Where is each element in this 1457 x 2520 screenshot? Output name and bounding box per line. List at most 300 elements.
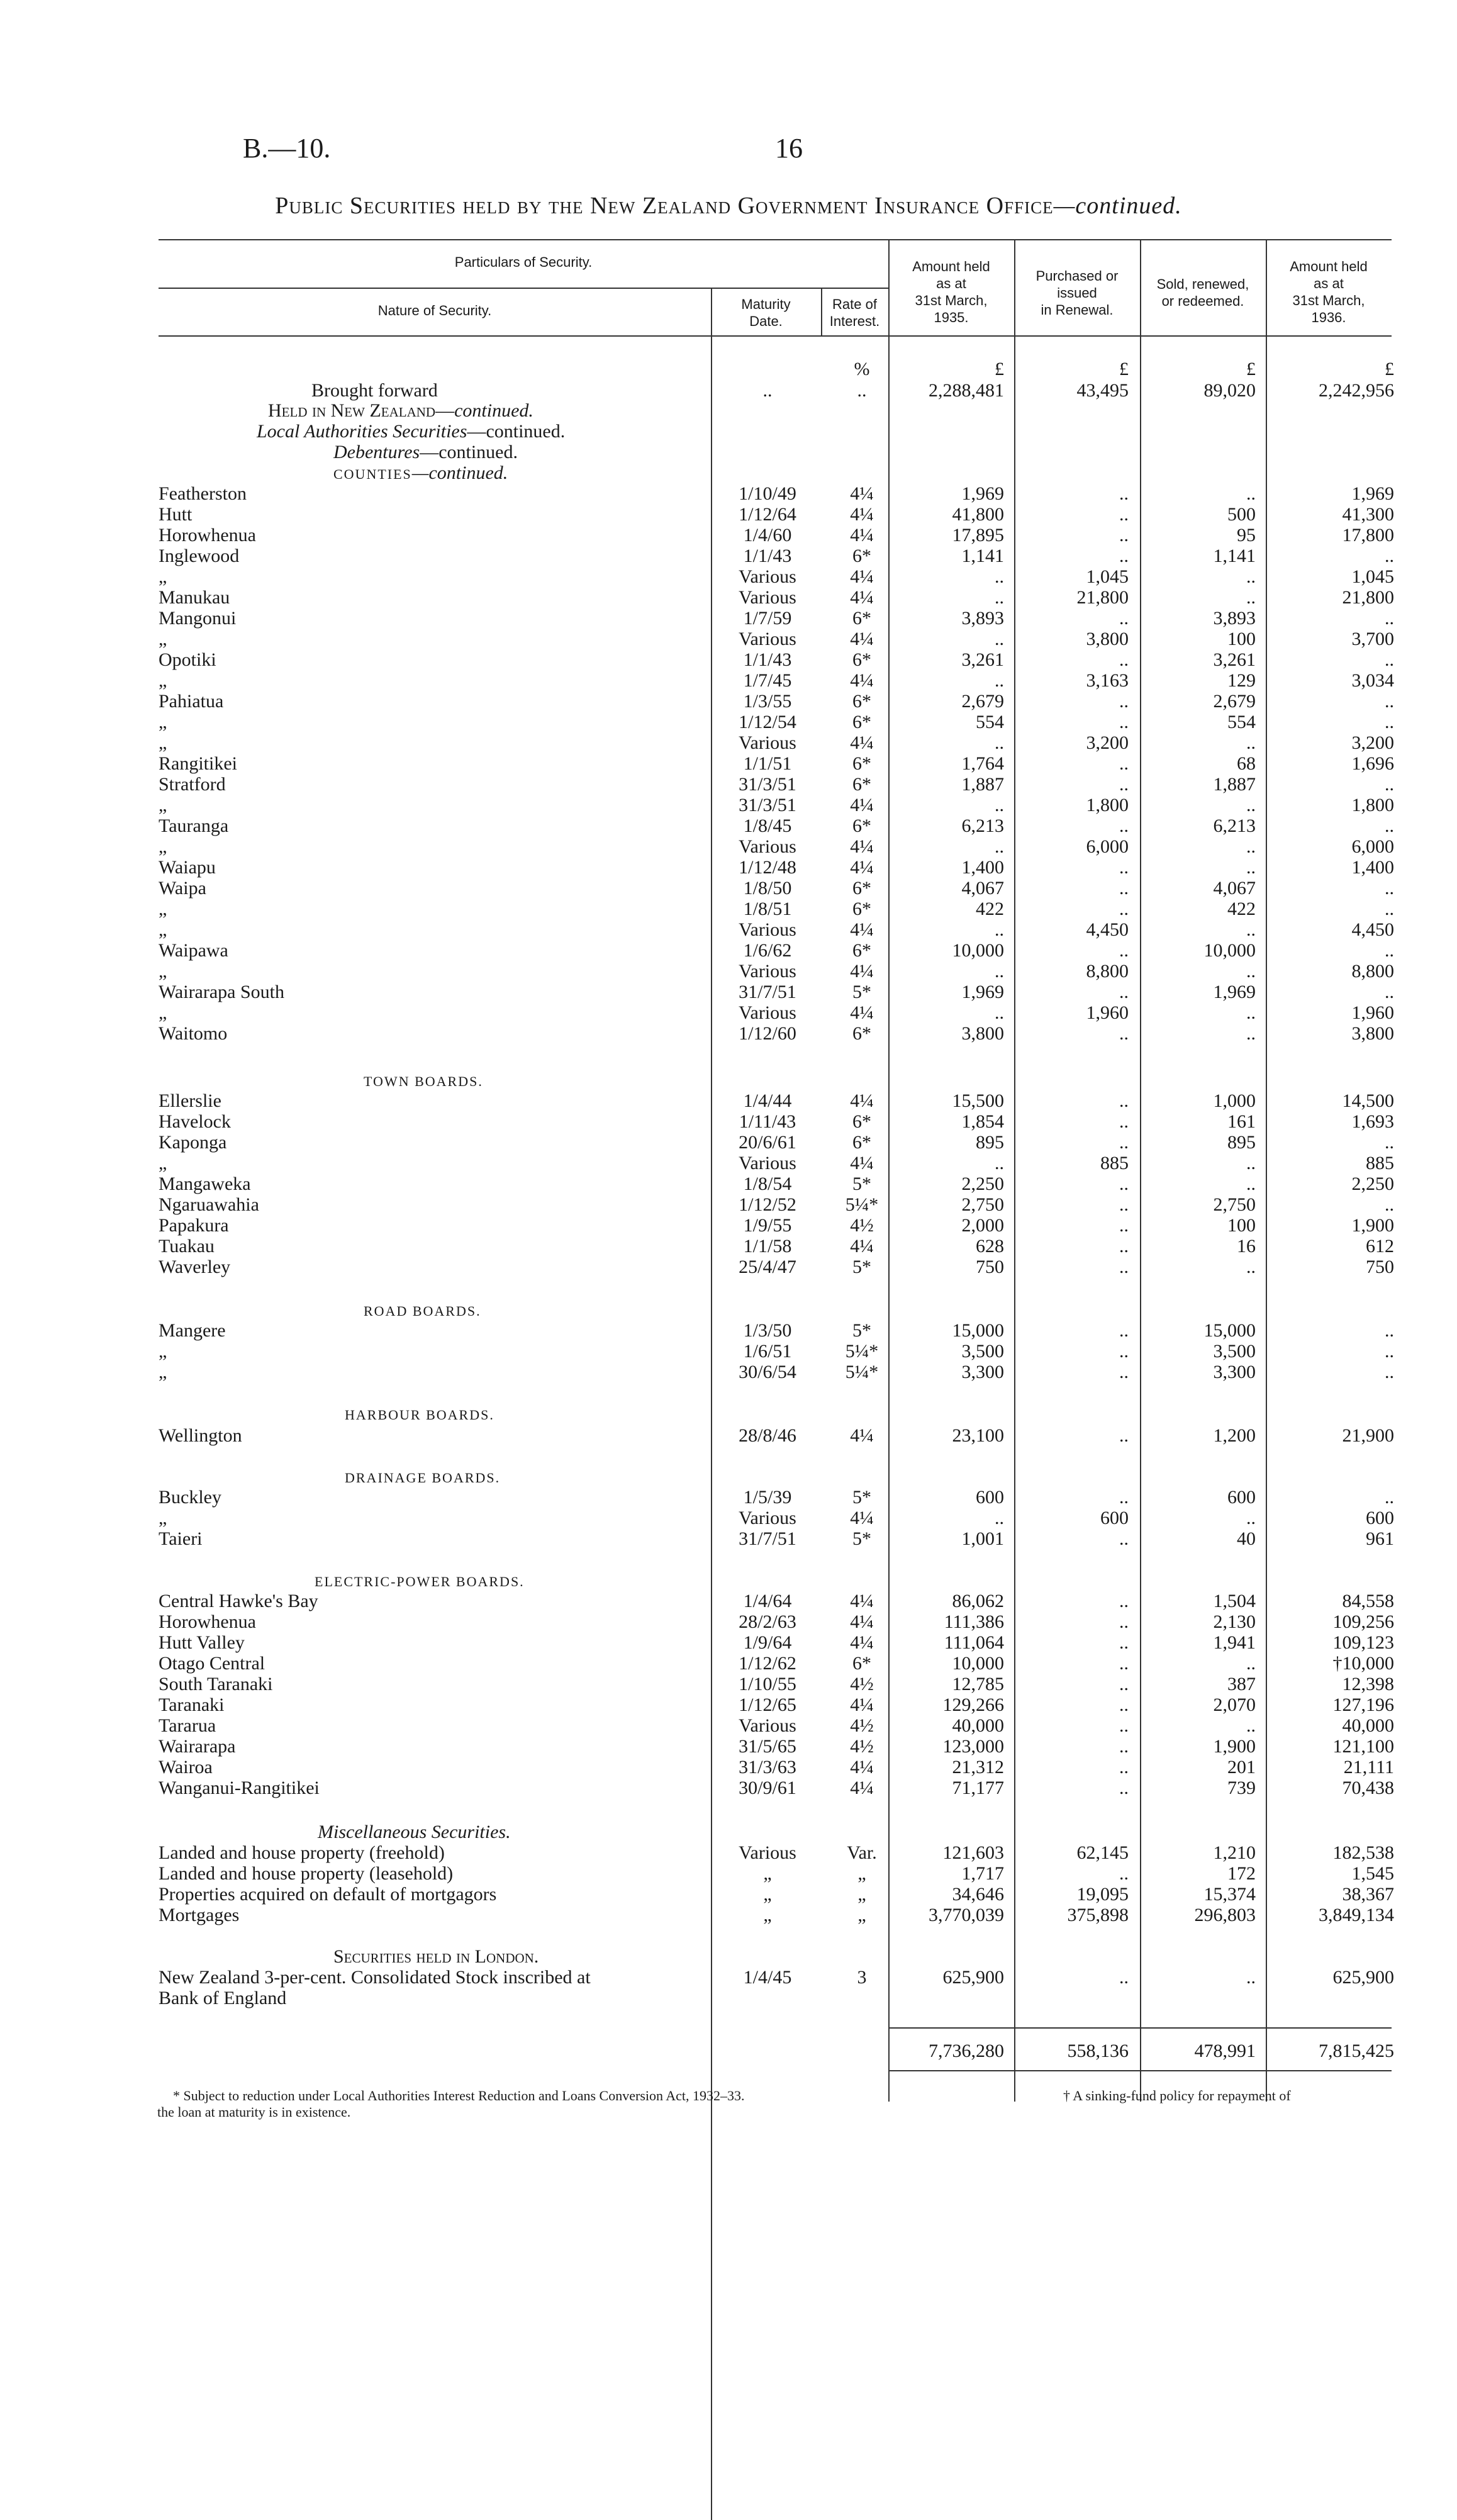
held-1935-cell: 123,000 xyxy=(942,1736,1004,1757)
security-name: Opotiki xyxy=(159,649,216,670)
footnote-dagger: † A sinking-fund policy for repayment of xyxy=(1063,2088,1291,2103)
security-name: Wairoa xyxy=(159,1757,213,1778)
heading-harbour-boards xyxy=(345,1403,494,1425)
maturity-cell: Various xyxy=(739,587,796,608)
title-main: Public Securities held by the New Zealand Government Insurance Office xyxy=(275,193,1054,219)
heading-counties xyxy=(333,462,508,484)
sold-cell: 1,200 xyxy=(1213,1425,1256,1446)
rate-cell: 4¼ xyxy=(850,587,874,608)
rate-cell: 5¼* xyxy=(845,1362,879,1382)
purchased-cell: 43,495 xyxy=(1076,380,1129,401)
rate-cell: 4¼ xyxy=(850,1778,874,1798)
table-row xyxy=(0,774,1457,795)
heading-electric-boards-text: ELECTRIC-POWER BOARDS. xyxy=(315,1574,525,1589)
purchased-cell: 3,200 xyxy=(1086,732,1129,753)
maturity-cell: 1/12/64 xyxy=(739,504,796,525)
security-name: Wairarapa South xyxy=(159,982,285,1002)
held-1936-cell: .. xyxy=(1385,1132,1394,1153)
purchased-cell: .. xyxy=(1119,1736,1129,1757)
maturity-cell: 1/9/64 xyxy=(743,1632,792,1653)
held-1935-cell: 12,785 xyxy=(952,1674,1004,1694)
purchased-cell: .. xyxy=(1119,1425,1129,1446)
held-1935-cell: 3,500 xyxy=(961,1341,1004,1362)
table-row xyxy=(0,587,1457,608)
page-title xyxy=(0,192,1457,220)
rate-cell: 4¼ xyxy=(850,961,874,982)
security-name: Taranaki xyxy=(159,1694,225,1715)
held-1935-cell: 41,800 xyxy=(952,504,1004,525)
security-name: Landed and house property (freehold) xyxy=(159,1842,445,1863)
table-row xyxy=(0,1508,1457,1528)
rate-cell: 4¼ xyxy=(850,504,874,525)
maturity-cell: 25/4/47 xyxy=(739,1257,796,1277)
rate-cell: 4¼ xyxy=(850,1425,874,1446)
security-name: Pahiatua xyxy=(159,691,224,712)
held-1936-cell: 1,900 xyxy=(1351,1215,1394,1236)
held-1936-cell: 1,400 xyxy=(1351,857,1394,878)
table-row xyxy=(0,1236,1457,1257)
maturity-cell: 1/8/54 xyxy=(743,1173,792,1194)
purchased-cell: .. xyxy=(1119,982,1129,1002)
held-1935-cell: 895 xyxy=(976,1132,1004,1153)
header-line: 31st March, xyxy=(1292,293,1365,308)
maturity-cell: „ xyxy=(763,1863,772,1884)
maturity-cell: 1/1/51 xyxy=(743,753,792,774)
header-sub-rule xyxy=(159,288,888,289)
purchased-cell: .. xyxy=(1119,857,1129,878)
table-row xyxy=(0,1863,1457,1884)
header-held-1936 xyxy=(1266,258,1392,326)
held-1935-cell: 554 xyxy=(976,712,1004,732)
sold-cell: 387 xyxy=(1227,1674,1256,1694)
sold-cell: 161 xyxy=(1227,1111,1256,1132)
table-row xyxy=(0,1632,1457,1653)
purchased-cell: .. xyxy=(1119,1715,1129,1736)
rate-cell: 4¼ xyxy=(850,836,874,857)
sold-cell: .. xyxy=(1246,836,1256,857)
security-name: Featherston xyxy=(159,483,247,504)
security-name: Landed and house property (leasehold) xyxy=(159,1863,454,1884)
maturity-cell: 1/11/43 xyxy=(739,1111,796,1132)
held-1935-cell: 21,312 xyxy=(952,1757,1004,1778)
table-row xyxy=(0,691,1457,712)
purchased-cell: 62,145 xyxy=(1076,1842,1129,1863)
page-number: 16 xyxy=(775,133,803,164)
heading-drainage-boards xyxy=(345,1466,500,1488)
sold-cell: .. xyxy=(1246,1257,1256,1277)
rate-cell: 4¼ xyxy=(850,1694,874,1715)
held-1935-cell: 34,646 xyxy=(952,1884,1004,1905)
table-row xyxy=(0,815,1457,836)
security-name: „ xyxy=(159,629,167,649)
sold-cell: 95 xyxy=(1237,525,1256,546)
sold-cell: .. xyxy=(1246,1508,1256,1528)
purchased-cell: .. xyxy=(1119,1653,1129,1674)
table-row xyxy=(0,1002,1457,1023)
held-1936-cell: 3,034 xyxy=(1351,670,1394,691)
rate-cell: 4¼ xyxy=(850,795,874,815)
purchased-cell: .. xyxy=(1119,1023,1129,1044)
rate-cell: 6* xyxy=(852,691,871,712)
held-1935-cell: 6,213 xyxy=(961,815,1004,836)
held-1935-cell: 1,001 xyxy=(961,1528,1004,1549)
held-1936-cell: .. xyxy=(1385,982,1394,1002)
held-1936-cell: 1,696 xyxy=(1351,753,1394,774)
sold-cell: 2,130 xyxy=(1213,1611,1256,1632)
maturity-cell: 1/3/50 xyxy=(743,1320,792,1341)
security-name: Central Hawke's Bay xyxy=(159,1591,318,1611)
sold-cell: 40 xyxy=(1237,1528,1256,1549)
sold-cell: 1,887 xyxy=(1213,774,1256,795)
table-top-rule xyxy=(159,239,1392,240)
security-name: Stratford xyxy=(159,774,226,795)
held-1935-cell: .. xyxy=(995,919,1004,940)
rate-cell: 6* xyxy=(852,1132,871,1153)
heading-held-nz-text: Held in New Zealand— xyxy=(268,400,455,421)
held-1935-cell: 23,100 xyxy=(952,1425,1004,1446)
title-suffix: —continued. xyxy=(1053,193,1182,219)
header-rate xyxy=(821,296,888,330)
rate-cell: Var. xyxy=(847,1842,877,1863)
purchased-cell: .. xyxy=(1119,1528,1129,1549)
security-name: „ xyxy=(159,1508,167,1528)
maturity-cell: 1/12/62 xyxy=(739,1653,796,1674)
security-name: Wellington xyxy=(159,1425,242,1446)
sold-cell: .. xyxy=(1246,732,1256,753)
held-1936-cell: 21,800 xyxy=(1342,587,1394,608)
maturity-cell: 31/7/51 xyxy=(739,1528,796,1549)
purchased-cell: .. xyxy=(1119,1132,1129,1153)
held-1935-cell: 2,288,481 xyxy=(929,380,1004,401)
heading-misc-text: Miscellaneous Securities. xyxy=(318,1822,511,1842)
rate-cell: 4¼ xyxy=(850,1236,874,1257)
table-row xyxy=(0,878,1457,899)
held-1936-cell: 2,250 xyxy=(1351,1173,1394,1194)
held-1935-cell: 40,000 xyxy=(952,1715,1004,1736)
header-line: Sold, renewed, xyxy=(1156,276,1249,292)
table-row xyxy=(0,1194,1457,1215)
security-name: Taieri xyxy=(159,1528,203,1549)
maturity-cell: 31/3/51 xyxy=(739,774,796,795)
header-maturity xyxy=(711,296,821,330)
sold-cell: .. xyxy=(1246,1715,1256,1736)
maturity-cell: „ xyxy=(763,1884,772,1905)
heading-debentures xyxy=(333,442,518,462)
brought-forward-label: Brought forward xyxy=(311,380,438,401)
security-name: „ xyxy=(159,732,167,753)
rate-cell: 5¼* xyxy=(845,1194,879,1215)
header-line: Amount held xyxy=(912,259,990,274)
maturity-cell: 1/4/45 xyxy=(743,1967,792,1988)
rate-cell: 6* xyxy=(852,815,871,836)
header-line: Maturity xyxy=(741,296,791,312)
held-1935-cell: 15,000 xyxy=(952,1320,1004,1341)
sold-cell: 2,070 xyxy=(1213,1694,1256,1715)
maturity-cell: 1/6/62 xyxy=(743,940,792,961)
held-1936-cell: .. xyxy=(1385,712,1394,732)
held-1935-cell: 1,400 xyxy=(961,857,1004,878)
security-name: New Zealand 3-per-cent. Consolidated Stock inscribed at xyxy=(159,1967,591,1988)
maturity-cell: 1/10/55 xyxy=(739,1674,796,1694)
held-1936-cell: 84,558 xyxy=(1342,1591,1394,1611)
sold-cell: 129 xyxy=(1227,670,1256,691)
heading-london xyxy=(333,1946,539,1967)
table-row xyxy=(0,1111,1457,1132)
unit-pound: £ xyxy=(1385,359,1394,379)
rate-cell: „ xyxy=(857,1905,866,1925)
security-name: Kaponga xyxy=(159,1132,227,1153)
table-row xyxy=(0,899,1457,919)
table-row xyxy=(0,1778,1457,1798)
rate-cell: 4¼ xyxy=(850,525,874,546)
security-name: Waipawa xyxy=(159,940,228,961)
held-1935-cell: 3,300 xyxy=(961,1362,1004,1382)
maturity-cell: 1/8/45 xyxy=(743,815,792,836)
held-1935-cell: 625,900 xyxy=(942,1967,1004,1988)
sold-cell: 1,969 xyxy=(1213,982,1256,1002)
held-1935-cell: 4,067 xyxy=(961,878,1004,899)
heading-debentures-text: Debentures xyxy=(333,442,420,462)
held-1936-cell: 8,800 xyxy=(1351,961,1394,982)
held-1936-cell: 38,367 xyxy=(1342,1884,1394,1905)
held-1936-cell: 600 xyxy=(1366,1508,1394,1528)
purchased-cell: .. xyxy=(1119,1362,1129,1382)
rate-cell: 4¼ xyxy=(850,629,874,649)
rate-cell: 4¼ xyxy=(850,857,874,878)
header-line: as at xyxy=(936,276,966,291)
heading-counties-cont: —continued. xyxy=(411,462,508,483)
purchased-cell: .. xyxy=(1119,1757,1129,1778)
held-1935-cell: .. xyxy=(995,961,1004,982)
sold-cell: 554 xyxy=(1227,712,1256,732)
maturity-cell: Various xyxy=(739,1842,796,1863)
purchased-cell: .. xyxy=(1119,1694,1129,1715)
table-row xyxy=(0,940,1457,961)
held-1935-cell: .. xyxy=(995,587,1004,608)
header-line: in Renewal. xyxy=(1041,302,1114,318)
security-name: „ xyxy=(159,1153,167,1173)
held-1935-cell: 3,800 xyxy=(961,1023,1004,1044)
maturity-cell: Various xyxy=(739,566,796,587)
security-name: „ xyxy=(159,1002,167,1023)
purchased-cell: 3,163 xyxy=(1086,670,1129,691)
rate-cell: 4¼ xyxy=(850,1508,874,1528)
table-row xyxy=(0,504,1457,525)
held-1935-cell: .. xyxy=(995,1508,1004,1528)
header-bottom-rule xyxy=(159,335,1392,337)
held-1935-cell: .. xyxy=(995,795,1004,815)
rate-cell: 4¼ xyxy=(850,1090,874,1111)
maturity-cell: 1/5/39 xyxy=(743,1487,792,1508)
maturity-cell: Various xyxy=(739,836,796,857)
held-1935-cell: .. xyxy=(995,836,1004,857)
sold-cell: 2,750 xyxy=(1213,1194,1256,1215)
rate-cell: 4¼ xyxy=(850,1632,874,1653)
purchased-cell: .. xyxy=(1119,1591,1129,1611)
heading-local-authorities xyxy=(257,421,565,442)
purchased-cell: 1,800 xyxy=(1086,795,1129,815)
table-row xyxy=(0,1341,1457,1362)
maturity-cell: 1/1/43 xyxy=(743,649,792,670)
held-1935-cell: .. xyxy=(995,1002,1004,1023)
held-1935-cell: 1,764 xyxy=(961,753,1004,774)
held-1935-cell: .. xyxy=(995,670,1004,691)
rate-cell: 5* xyxy=(852,1173,871,1194)
held-1936-cell: .. xyxy=(1385,608,1394,629)
security-name: „ xyxy=(159,919,167,940)
total-held-1936: 7,815,425 xyxy=(1319,2041,1394,2061)
purchased-cell: .. xyxy=(1119,940,1129,961)
purchased-cell: 8,800 xyxy=(1086,961,1129,982)
security-name: Mangonui xyxy=(159,608,237,629)
header-nature: Nature of Security. xyxy=(377,303,492,318)
table-row xyxy=(0,525,1457,546)
units-row xyxy=(0,359,1457,379)
totals-bottom-rule xyxy=(888,2070,1392,2071)
maturity-cell: 1/4/60 xyxy=(743,525,792,546)
security-name: Waipa xyxy=(159,878,206,899)
rate-cell: 6* xyxy=(852,649,871,670)
held-1935-cell: 3,770,039 xyxy=(929,1905,1004,1925)
purchased-cell: .. xyxy=(1119,1863,1129,1884)
held-1936-cell: .. xyxy=(1385,691,1394,712)
table-row xyxy=(0,1884,1457,1905)
held-1935-cell: 1,969 xyxy=(961,483,1004,504)
purchased-cell: 3,800 xyxy=(1086,629,1129,649)
maturity-cell: 1/4/44 xyxy=(743,1090,792,1111)
table-row xyxy=(0,753,1457,774)
held-1936-cell: 961 xyxy=(1366,1528,1394,1549)
held-1935-cell: 600 xyxy=(976,1487,1004,1508)
rate-cell: .. xyxy=(857,380,867,401)
table-row xyxy=(0,1674,1457,1694)
header-line: issued xyxy=(1057,285,1097,301)
rate-cell: 5* xyxy=(852,1257,871,1277)
held-1936-cell: 70,438 xyxy=(1342,1778,1394,1798)
held-1935-cell: 3,261 xyxy=(961,649,1004,670)
security-name: Tauranga xyxy=(159,815,229,836)
table-row xyxy=(0,566,1457,587)
rate-cell: 6* xyxy=(852,1653,871,1674)
held-1935-cell: 129,266 xyxy=(942,1694,1004,1715)
brought-forward-row xyxy=(0,380,1457,401)
held-1936-cell: 3,800 xyxy=(1351,1023,1394,1044)
sold-cell: 2,679 xyxy=(1213,691,1256,712)
heading-town-boards-text: TOWN BOARDS. xyxy=(364,1073,483,1089)
held-1936-cell: 1,969 xyxy=(1351,483,1394,504)
table-row xyxy=(0,1023,1457,1044)
rate-cell: 6* xyxy=(852,940,871,961)
heading-harbour-boards-text: HARBOUR BOARDS. xyxy=(345,1407,494,1423)
held-1936-cell: 21,900 xyxy=(1342,1425,1394,1446)
maturity-cell: Various xyxy=(739,1002,796,1023)
security-name: Wanganui-Rangitikei xyxy=(159,1778,320,1798)
total-purchased: 558,136 xyxy=(1067,2041,1129,2061)
held-1935-cell: 1,887 xyxy=(961,774,1004,795)
held-1936-cell: 109,256 xyxy=(1332,1611,1394,1632)
held-1935-cell: 17,895 xyxy=(952,525,1004,546)
sold-cell: 6,213 xyxy=(1213,815,1256,836)
purchased-cell: .. xyxy=(1119,1632,1129,1653)
sold-cell: 100 xyxy=(1227,1215,1256,1236)
maturity-cell: 1/4/64 xyxy=(743,1591,792,1611)
held-1936-cell: 6,000 xyxy=(1351,836,1394,857)
held-1935-cell: 10,000 xyxy=(952,940,1004,961)
held-1936-cell: 40,000 xyxy=(1342,1715,1394,1736)
header-line: Purchased or xyxy=(1036,268,1119,284)
security-name: „ xyxy=(159,795,167,815)
sold-cell: 16 xyxy=(1237,1236,1256,1257)
sold-cell: 1,941 xyxy=(1213,1632,1256,1653)
held-1935-cell: 750 xyxy=(976,1257,1004,1277)
sold-cell: 68 xyxy=(1237,753,1256,774)
maturity-cell: 1/1/43 xyxy=(743,546,792,566)
sold-cell: .. xyxy=(1246,919,1256,940)
maturity-cell: 1/8/50 xyxy=(743,878,792,899)
held-1936-cell: 1,800 xyxy=(1351,795,1394,815)
purchased-cell: .. xyxy=(1119,1111,1129,1132)
held-1936-cell: .. xyxy=(1385,774,1394,795)
rate-cell: 6* xyxy=(852,1023,871,1044)
maturity-cell: 1/1/58 xyxy=(743,1236,792,1257)
held-1936-cell: 109,123 xyxy=(1332,1632,1394,1653)
maturity-cell: 31/5/65 xyxy=(739,1736,796,1757)
held-1936-cell: .. xyxy=(1385,1362,1394,1382)
held-1935-cell: 422 xyxy=(976,899,1004,919)
held-1936-cell: .. xyxy=(1385,1194,1394,1215)
held-1935-cell: 121,603 xyxy=(942,1842,1004,1863)
total-sold: 478,991 xyxy=(1194,2041,1256,2061)
held-1936-cell: 885 xyxy=(1366,1153,1394,1173)
purchased-cell: .. xyxy=(1119,1257,1129,1277)
rate-cell: 5¼* xyxy=(845,1341,879,1362)
purchased-cell: .. xyxy=(1119,712,1129,732)
table-row xyxy=(0,857,1457,878)
held-1936-cell: 750 xyxy=(1366,1257,1394,1277)
purchased-cell: .. xyxy=(1119,1320,1129,1341)
footnote-dagger-cont: the loan at maturity is in existence. xyxy=(157,2104,351,2120)
footnote-star: * Subject to reduction under Local Authorities Interest Reduction and Loans Conversion Act, 1932–33. xyxy=(173,2088,745,2103)
purchased-cell: .. xyxy=(1119,1611,1129,1632)
sold-cell: 172 xyxy=(1227,1863,1256,1884)
security-name: Havelock xyxy=(159,1111,231,1132)
held-1935-cell: 3,893 xyxy=(961,608,1004,629)
held-1936-cell: 625,900 xyxy=(1332,1967,1394,1988)
purchased-cell: .. xyxy=(1119,608,1129,629)
held-1936-cell: 3,700 xyxy=(1351,629,1394,649)
rate-cell: 4½ xyxy=(850,1736,874,1757)
rate-cell: 5* xyxy=(852,982,871,1002)
header-line: or redeemed. xyxy=(1161,293,1244,309)
table-row xyxy=(0,483,1457,504)
security-name: „ xyxy=(159,836,167,857)
purchased-cell: .. xyxy=(1119,1173,1129,1194)
sold-cell: .. xyxy=(1246,795,1256,815)
table-row xyxy=(0,1591,1457,1611)
purchased-cell: .. xyxy=(1119,878,1129,899)
rate-cell: 6* xyxy=(852,753,871,774)
table-row xyxy=(0,1842,1457,1863)
sold-cell: 600 xyxy=(1227,1487,1256,1508)
purchased-cell: .. xyxy=(1119,1341,1129,1362)
heading-town-boards xyxy=(364,1070,483,1092)
purchased-cell: .. xyxy=(1119,1194,1129,1215)
rate-cell: 4½ xyxy=(850,1215,874,1236)
security-name: Horowhenua xyxy=(159,1611,256,1632)
rate-cell: 4¼ xyxy=(850,670,874,691)
held-1935-cell: .. xyxy=(995,566,1004,587)
totals-row xyxy=(0,2041,1457,2061)
